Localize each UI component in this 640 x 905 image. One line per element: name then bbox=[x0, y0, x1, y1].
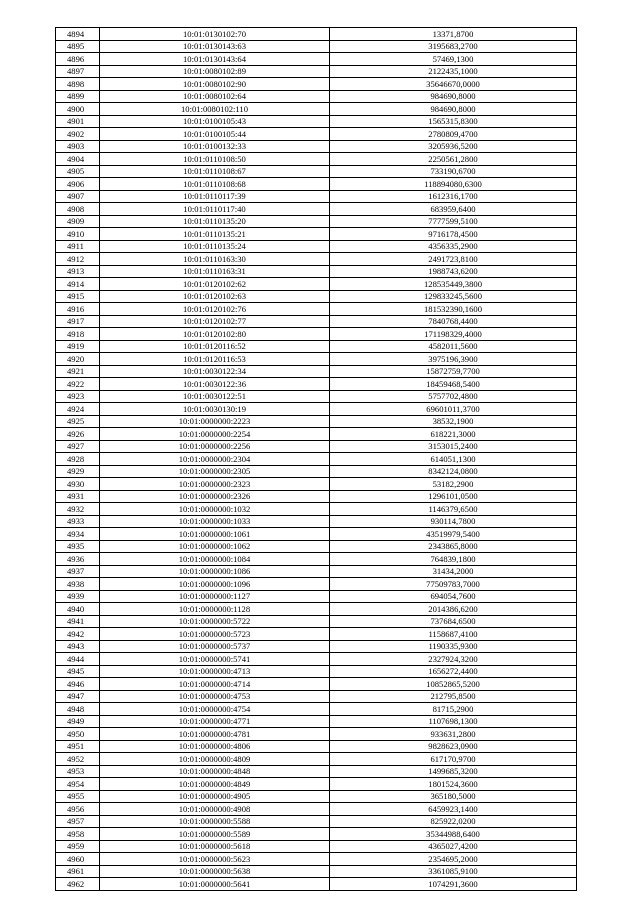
value-cell: 181532390,1600 bbox=[330, 303, 577, 316]
value-cell: 3153015,2400 bbox=[330, 440, 577, 453]
value-cell: 1190335,9300 bbox=[330, 640, 577, 653]
value-cell: 2780809,4700 bbox=[330, 128, 577, 141]
cadastral-number-cell: 10:01:0000000:5722 bbox=[100, 615, 330, 628]
row-number-cell: 4952 bbox=[56, 753, 100, 766]
value-cell: 43519979,5400 bbox=[330, 528, 577, 541]
table-row bbox=[56, 240, 577, 253]
cadastral-number-cell: 10:01:0000000:4905 bbox=[100, 790, 330, 803]
value-cell: 1074291,3600 bbox=[330, 878, 577, 891]
value-cell: 764839,1800 bbox=[330, 553, 577, 566]
row-number-cell: 4953 bbox=[56, 765, 100, 778]
value-cell: 10852865,5200 bbox=[330, 678, 577, 691]
cadastral-number-cell: 10:01:0120102:80 bbox=[100, 328, 330, 341]
table-row bbox=[56, 728, 577, 741]
row-number-cell: 4898 bbox=[56, 78, 100, 91]
table-row bbox=[56, 428, 577, 441]
value-cell: 1296101,0500 bbox=[330, 490, 577, 503]
cadastral-number-cell: 10:01:0110163:31 bbox=[100, 265, 330, 278]
row-number-cell: 4950 bbox=[56, 728, 100, 741]
value-cell: 35344988,6400 bbox=[330, 828, 577, 841]
table-row bbox=[56, 28, 577, 41]
value-cell: 15872759,7700 bbox=[330, 365, 577, 378]
row-number-cell: 4922 bbox=[56, 378, 100, 391]
cadastral-number-cell: 10:01:0000000:4771 bbox=[100, 715, 330, 728]
value-cell: 3361085,9100 bbox=[330, 865, 577, 878]
row-number-cell: 4951 bbox=[56, 740, 100, 753]
value-cell: 933631,2800 bbox=[330, 728, 577, 741]
value-cell: 1801524,3600 bbox=[330, 778, 577, 791]
cadastral-number-cell: 10:01:0110117:39 bbox=[100, 190, 330, 203]
row-number-cell: 4905 bbox=[56, 165, 100, 178]
table-row bbox=[56, 153, 577, 166]
row-number-cell: 4899 bbox=[56, 90, 100, 103]
cadastral-number-cell: 10:01:0000000:1127 bbox=[100, 590, 330, 603]
cadastral-number-cell: 10:01:0000000:4713 bbox=[100, 665, 330, 678]
row-number-cell: 4943 bbox=[56, 640, 100, 653]
row-number-cell: 4918 bbox=[56, 328, 100, 341]
table-row bbox=[56, 790, 577, 803]
value-cell: 7777599,5100 bbox=[330, 215, 577, 228]
cadastral-number-cell: 10:01:0000000:5589 bbox=[100, 828, 330, 841]
table-row bbox=[56, 528, 577, 541]
table-row bbox=[56, 478, 577, 491]
value-cell: 57469,1300 bbox=[330, 53, 577, 66]
row-number-cell: 4912 bbox=[56, 253, 100, 266]
cadastral-number-cell: 10:01:0000000:1033 bbox=[100, 515, 330, 528]
table-row bbox=[56, 703, 577, 716]
table-row bbox=[56, 328, 577, 341]
table-row bbox=[56, 353, 577, 366]
cadastral-number-cell: 10:01:0030122:34 bbox=[100, 365, 330, 378]
row-number-cell: 4921 bbox=[56, 365, 100, 378]
row-number-cell: 4923 bbox=[56, 390, 100, 403]
cadastral-number-cell: 10:01:0000000:1061 bbox=[100, 528, 330, 541]
cadastral-number-cell: 10:01:0000000:4908 bbox=[100, 803, 330, 816]
cadastral-number-cell: 10:01:0000000:5588 bbox=[100, 815, 330, 828]
cadastral-number-cell: 10:01:0000000:1096 bbox=[100, 578, 330, 591]
value-cell: 930114,7800 bbox=[330, 515, 577, 528]
cadastral-number-cell: 10:01:0120102:77 bbox=[100, 315, 330, 328]
cadastral-number-cell: 10:01:0120116:53 bbox=[100, 353, 330, 366]
cadastral-number-cell: 10:01:0030122:36 bbox=[100, 378, 330, 391]
cadastral-number-cell: 10:01:0100105:43 bbox=[100, 115, 330, 128]
table-row bbox=[56, 778, 577, 791]
row-number-cell: 4946 bbox=[56, 678, 100, 691]
row-number-cell: 4945 bbox=[56, 665, 100, 678]
row-number-cell: 4896 bbox=[56, 53, 100, 66]
row-number-cell: 4941 bbox=[56, 615, 100, 628]
row-number-cell: 4935 bbox=[56, 540, 100, 553]
table-row bbox=[56, 540, 577, 553]
value-cell: 8342124,0800 bbox=[330, 465, 577, 478]
table-row bbox=[56, 815, 577, 828]
row-number-cell: 4915 bbox=[56, 290, 100, 303]
table-row bbox=[56, 265, 577, 278]
row-number-cell: 4908 bbox=[56, 203, 100, 216]
cadastral-number-cell: 10:01:0080102:110 bbox=[100, 103, 330, 116]
table-row bbox=[56, 640, 577, 653]
cadastral-number-cell: 10:01:0000000:2223 bbox=[100, 415, 330, 428]
cadastral-number-cell: 10:01:0000000:5623 bbox=[100, 853, 330, 866]
table-row bbox=[56, 90, 577, 103]
cadastral-number-cell: 10:01:0000000:4714 bbox=[100, 678, 330, 691]
row-number-cell: 4911 bbox=[56, 240, 100, 253]
row-number-cell: 4925 bbox=[56, 415, 100, 428]
row-number-cell: 4959 bbox=[56, 840, 100, 853]
value-cell: 212795,8500 bbox=[330, 690, 577, 703]
cadastral-number-cell: 10:01:0120102:62 bbox=[100, 278, 330, 291]
value-cell: 984690,8000 bbox=[330, 90, 577, 103]
row-number-cell: 4934 bbox=[56, 528, 100, 541]
cadastral-number-cell: 10:01:0000000:2326 bbox=[100, 490, 330, 503]
value-cell: 3205936,5200 bbox=[330, 140, 577, 153]
table-row bbox=[56, 78, 577, 91]
row-number-cell: 4955 bbox=[56, 790, 100, 803]
row-number-cell: 4938 bbox=[56, 578, 100, 591]
table-row bbox=[56, 278, 577, 291]
value-cell: 77509783,7000 bbox=[330, 578, 577, 591]
value-cell: 1988743,6200 bbox=[330, 265, 577, 278]
table-row bbox=[56, 190, 577, 203]
row-number-cell: 4936 bbox=[56, 553, 100, 566]
row-number-cell: 4916 bbox=[56, 303, 100, 316]
value-cell: 129833245,5600 bbox=[330, 290, 577, 303]
row-number-cell: 4902 bbox=[56, 128, 100, 141]
table-row bbox=[56, 65, 577, 78]
table-row bbox=[56, 690, 577, 703]
cadastral-number-cell: 10:01:0000000:2323 bbox=[100, 478, 330, 491]
row-number-cell: 4906 bbox=[56, 178, 100, 191]
cadastral-number-cell: 10:01:0000000:4754 bbox=[100, 703, 330, 716]
cadastral-number-cell: 10:01:0110163:30 bbox=[100, 253, 330, 266]
table-row bbox=[56, 303, 577, 316]
value-cell: 2122435,1000 bbox=[330, 65, 577, 78]
table-row bbox=[56, 603, 577, 616]
value-cell: 4582011,5600 bbox=[330, 340, 577, 353]
table-row bbox=[56, 878, 577, 891]
value-cell: 1565315,8300 bbox=[330, 115, 577, 128]
table-row bbox=[56, 215, 577, 228]
row-number-cell: 4928 bbox=[56, 453, 100, 466]
table-row bbox=[56, 340, 577, 353]
cadastral-number-cell: 10:01:0110135:20 bbox=[100, 215, 330, 228]
row-number-cell: 4910 bbox=[56, 228, 100, 241]
value-cell: 2343865,8000 bbox=[330, 540, 577, 553]
cadastral-number-cell: 10:01:0080102:90 bbox=[100, 78, 330, 91]
value-cell: 1158687,4100 bbox=[330, 628, 577, 641]
value-cell: 128535449,3800 bbox=[330, 278, 577, 291]
cadastral-number-cell: 10:01:0000000:4753 bbox=[100, 690, 330, 703]
cadastral-number-cell: 10:01:0110135:21 bbox=[100, 228, 330, 241]
row-number-cell: 4901 bbox=[56, 115, 100, 128]
table-row bbox=[56, 465, 577, 478]
value-cell: 35646670,0000 bbox=[330, 78, 577, 91]
row-number-cell: 4914 bbox=[56, 278, 100, 291]
value-cell: 614051,1300 bbox=[330, 453, 577, 466]
table-row bbox=[56, 365, 577, 378]
table-row bbox=[56, 615, 577, 628]
cadastral-number-cell: 10:01:0110108:50 bbox=[100, 153, 330, 166]
table-row bbox=[56, 840, 577, 853]
cadastral-number-cell: 10:01:0000000:2256 bbox=[100, 440, 330, 453]
cadastral-number-cell: 10:01:0000000:4806 bbox=[100, 740, 330, 753]
cadastral-number-cell: 10:01:0120116:52 bbox=[100, 340, 330, 353]
row-number-cell: 4948 bbox=[56, 703, 100, 716]
cadastral-number-cell: 10:01:0080102:89 bbox=[100, 65, 330, 78]
table-row bbox=[56, 140, 577, 153]
table-row bbox=[56, 853, 577, 866]
table-row bbox=[56, 115, 577, 128]
value-cell: 694054,7600 bbox=[330, 590, 577, 603]
table-row bbox=[56, 128, 577, 141]
cadastral-number-cell: 10:01:0030130:19 bbox=[100, 403, 330, 416]
cadastral-number-cell: 10:01:0130143:64 bbox=[100, 53, 330, 66]
row-number-cell: 4909 bbox=[56, 215, 100, 228]
row-number-cell: 4940 bbox=[56, 603, 100, 616]
table-row bbox=[56, 803, 577, 816]
cadastral-number-cell: 10:01:0130102:70 bbox=[100, 28, 330, 41]
cadastral-number-cell: 10:01:0000000:1128 bbox=[100, 603, 330, 616]
value-cell: 2250561,2800 bbox=[330, 153, 577, 166]
table-row bbox=[56, 290, 577, 303]
table-row bbox=[56, 490, 577, 503]
value-cell: 2491723,8100 bbox=[330, 253, 577, 266]
cadastral-number-cell: 10:01:0100105:44 bbox=[100, 128, 330, 141]
value-cell: 733190,6700 bbox=[330, 165, 577, 178]
row-number-cell: 4947 bbox=[56, 690, 100, 703]
row-number-cell: 4917 bbox=[56, 315, 100, 328]
cadastral-number-cell: 10:01:0000000:2254 bbox=[100, 428, 330, 441]
row-number-cell: 4937 bbox=[56, 565, 100, 578]
cadastral-number-cell: 10:01:0000000:5741 bbox=[100, 653, 330, 666]
value-cell: 171198329,4000 bbox=[330, 328, 577, 341]
value-cell: 617170,9700 bbox=[330, 753, 577, 766]
cadastral-number-cell: 10:01:0100132:33 bbox=[100, 140, 330, 153]
table-row bbox=[56, 765, 577, 778]
table-row bbox=[56, 865, 577, 878]
row-number-cell: 4900 bbox=[56, 103, 100, 116]
value-cell: 4365027,4200 bbox=[330, 840, 577, 853]
value-cell: 1146379,6500 bbox=[330, 503, 577, 516]
value-cell: 9716178,4500 bbox=[330, 228, 577, 241]
value-cell: 81715,2900 bbox=[330, 703, 577, 716]
row-number-cell: 4944 bbox=[56, 653, 100, 666]
cadastral-number-cell: 10:01:0000000:1086 bbox=[100, 565, 330, 578]
table-row bbox=[56, 753, 577, 766]
cadastral-number-cell: 10:01:0000000:4849 bbox=[100, 778, 330, 791]
row-number-cell: 4942 bbox=[56, 628, 100, 641]
cadastral-number-cell: 10:01:0000000:1084 bbox=[100, 553, 330, 566]
table-row bbox=[56, 665, 577, 678]
cadastral-number-cell: 10:01:0120102:76 bbox=[100, 303, 330, 316]
row-number-cell: 4924 bbox=[56, 403, 100, 416]
table-row bbox=[56, 503, 577, 516]
value-cell: 1499685,3200 bbox=[330, 765, 577, 778]
value-cell: 69601011,3700 bbox=[330, 403, 577, 416]
table-row bbox=[56, 315, 577, 328]
cadastral-number-cell: 10:01:0110108:67 bbox=[100, 165, 330, 178]
row-number-cell: 4913 bbox=[56, 265, 100, 278]
value-cell: 2327924,3200 bbox=[330, 653, 577, 666]
value-cell: 618221,3000 bbox=[330, 428, 577, 441]
value-cell: 3195683,2700 bbox=[330, 40, 577, 53]
row-number-cell: 4907 bbox=[56, 190, 100, 203]
table-row bbox=[56, 53, 577, 66]
cadastral-number-cell: 10:01:0000000:5641 bbox=[100, 878, 330, 891]
row-number-cell: 4930 bbox=[56, 478, 100, 491]
value-cell: 13371,8700 bbox=[330, 28, 577, 41]
table-row bbox=[56, 253, 577, 266]
value-cell: 53182,2900 bbox=[330, 478, 577, 491]
cadastral-number-cell: 10:01:0000000:4781 bbox=[100, 728, 330, 741]
table-row bbox=[56, 578, 577, 591]
value-cell: 825922,0200 bbox=[330, 815, 577, 828]
table-row bbox=[56, 228, 577, 241]
table-row bbox=[56, 103, 577, 116]
table-row bbox=[56, 715, 577, 728]
table-body bbox=[56, 28, 577, 891]
cadastral-number-cell: 10:01:0130143:63 bbox=[100, 40, 330, 53]
cadastral-number-cell: 10:01:0000000:1062 bbox=[100, 540, 330, 553]
row-number-cell: 4961 bbox=[56, 865, 100, 878]
value-cell: 5757702,4800 bbox=[330, 390, 577, 403]
row-number-cell: 4897 bbox=[56, 65, 100, 78]
table-row bbox=[56, 628, 577, 641]
value-cell: 118894080,6300 bbox=[330, 178, 577, 191]
table-row bbox=[56, 178, 577, 191]
table-row bbox=[56, 203, 577, 216]
row-number-cell: 4960 bbox=[56, 853, 100, 866]
value-cell: 683959,6400 bbox=[330, 203, 577, 216]
value-cell: 3975196,3900 bbox=[330, 353, 577, 366]
table-row bbox=[56, 828, 577, 841]
table-row bbox=[56, 453, 577, 466]
row-number-cell: 4939 bbox=[56, 590, 100, 603]
data-table bbox=[55, 27, 577, 891]
row-number-cell: 4927 bbox=[56, 440, 100, 453]
value-cell: 1612316,1700 bbox=[330, 190, 577, 203]
value-cell: 9828623,0900 bbox=[330, 740, 577, 753]
cadastral-number-cell: 10:01:0000000:4848 bbox=[100, 765, 330, 778]
cadastral-number-cell: 10:01:0000000:5723 bbox=[100, 628, 330, 641]
table-row bbox=[56, 553, 577, 566]
value-cell: 38532,1900 bbox=[330, 415, 577, 428]
cadastral-number-cell: 10:01:0000000:5618 bbox=[100, 840, 330, 853]
table-row bbox=[56, 740, 577, 753]
cadastral-number-cell: 10:01:0030122:51 bbox=[100, 390, 330, 403]
table-row bbox=[56, 165, 577, 178]
row-number-cell: 4926 bbox=[56, 428, 100, 441]
value-cell: 2354695,2000 bbox=[330, 853, 577, 866]
row-number-cell: 4903 bbox=[56, 140, 100, 153]
value-cell: 1656272,4400 bbox=[330, 665, 577, 678]
row-number-cell: 4933 bbox=[56, 515, 100, 528]
row-number-cell: 4920 bbox=[56, 353, 100, 366]
value-cell: 4356335,2900 bbox=[330, 240, 577, 253]
row-number-cell: 4932 bbox=[56, 503, 100, 516]
value-cell: 737684,6500 bbox=[330, 615, 577, 628]
table-row bbox=[56, 678, 577, 691]
value-cell: 1107698,1300 bbox=[330, 715, 577, 728]
cadastral-number-cell: 10:01:0000000:4809 bbox=[100, 753, 330, 766]
cadastral-number-cell: 10:01:0080102:64 bbox=[100, 90, 330, 103]
row-number-cell: 4949 bbox=[56, 715, 100, 728]
table-row bbox=[56, 378, 577, 391]
row-number-cell: 4957 bbox=[56, 815, 100, 828]
row-number-cell: 4919 bbox=[56, 340, 100, 353]
row-number-cell: 4895 bbox=[56, 40, 100, 53]
value-cell: 18459468,5400 bbox=[330, 378, 577, 391]
table-row bbox=[56, 390, 577, 403]
table-row bbox=[56, 440, 577, 453]
cadastral-number-cell: 10:01:0000000:2304 bbox=[100, 453, 330, 466]
row-number-cell: 4929 bbox=[56, 465, 100, 478]
row-number-cell: 4904 bbox=[56, 153, 100, 166]
cadastral-number-cell: 10:01:0110108:68 bbox=[100, 178, 330, 191]
cadastral-number-cell: 10:01:0110117:40 bbox=[100, 203, 330, 216]
value-cell: 6459923,1400 bbox=[330, 803, 577, 816]
row-number-cell: 4894 bbox=[56, 28, 100, 41]
table-row bbox=[56, 403, 577, 416]
cadastral-number-cell: 10:01:0000000:2305 bbox=[100, 465, 330, 478]
table-row bbox=[56, 515, 577, 528]
value-cell: 984690,8000 bbox=[330, 103, 577, 116]
cadastral-number-cell: 10:01:0000000:5638 bbox=[100, 865, 330, 878]
cadastral-number-cell: 10:01:0000000:5737 bbox=[100, 640, 330, 653]
cadastral-number-cell: 10:01:0110135:24 bbox=[100, 240, 330, 253]
row-number-cell: 4958 bbox=[56, 828, 100, 841]
cadastral-number-cell: 10:01:0000000:1032 bbox=[100, 503, 330, 516]
value-cell: 2014386,6200 bbox=[330, 603, 577, 616]
table-row bbox=[56, 653, 577, 666]
value-cell: 7840768,4400 bbox=[330, 315, 577, 328]
value-cell: 365180,5000 bbox=[330, 790, 577, 803]
cadastral-number-cell: 10:01:0120102:63 bbox=[100, 290, 330, 303]
value-cell: 31434,2000 bbox=[330, 565, 577, 578]
table-row bbox=[56, 40, 577, 53]
table-row bbox=[56, 415, 577, 428]
row-number-cell: 4931 bbox=[56, 490, 100, 503]
row-number-cell: 4954 bbox=[56, 778, 100, 791]
table-row bbox=[56, 565, 577, 578]
row-number-cell: 4962 bbox=[56, 878, 100, 891]
row-number-cell: 4956 bbox=[56, 803, 100, 816]
table-row bbox=[56, 590, 577, 603]
